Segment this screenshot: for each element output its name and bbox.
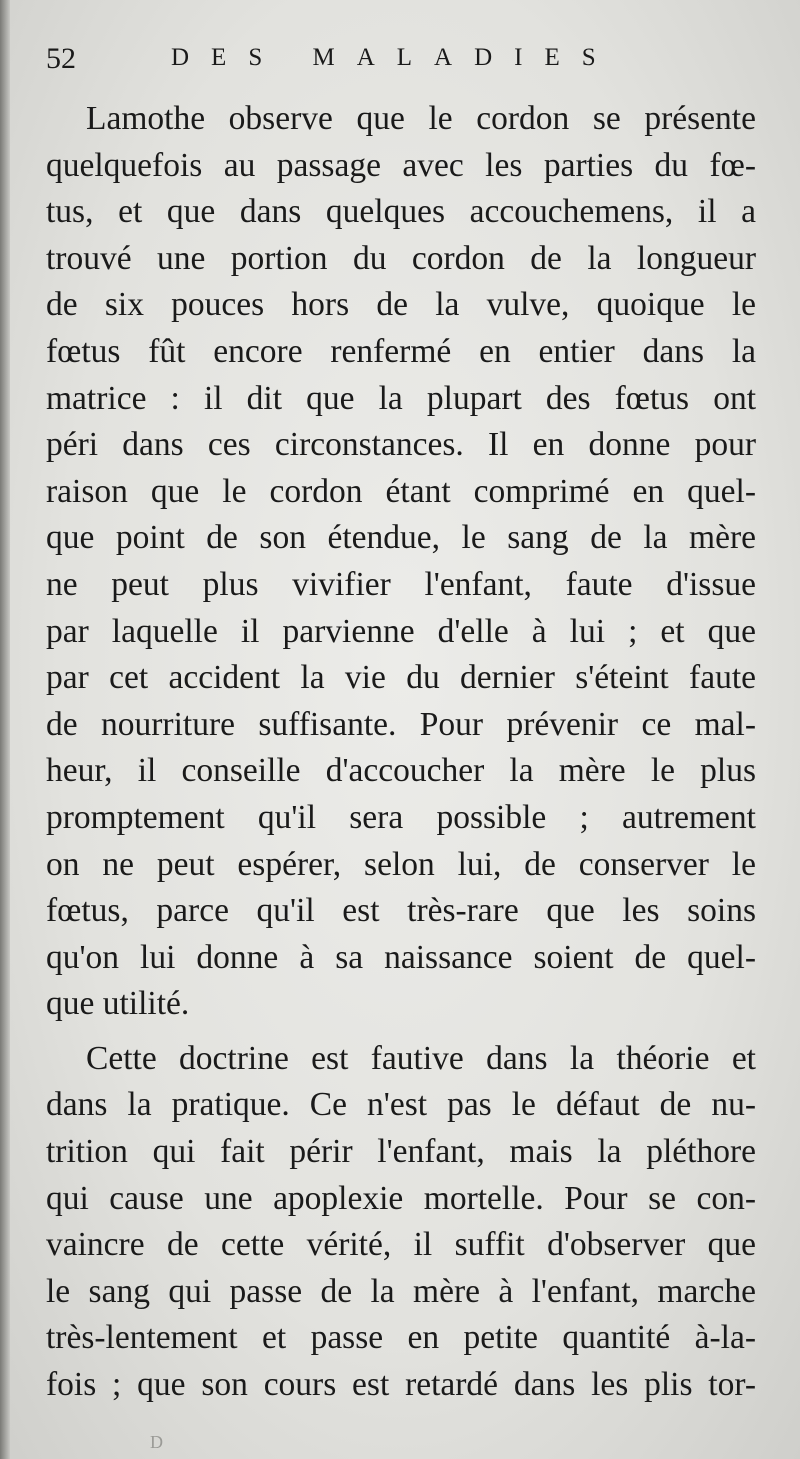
text-line: matrice : il dit que la plupart des fœtus ont bbox=[46, 379, 756, 417]
page-header bbox=[46, 42, 746, 82]
text-line: on ne peut espérer, selon lui, de conserver le bbox=[46, 845, 756, 883]
text-line: de nourriture suffisante. Pour prévenir ce mal- bbox=[46, 705, 756, 743]
text-line: heur, il conseille d'accoucher la mère le plus bbox=[46, 752, 756, 790]
text-line: fœtus, parce qu'il est très-rare que les soins bbox=[46, 892, 756, 930]
text-line: trouvé une portion du cordon de la longueur bbox=[46, 239, 756, 277]
text-line: vaincre de cette vérité, il suffit d'observer que bbox=[46, 1226, 756, 1264]
paragraph-2 bbox=[46, 1036, 756, 1409]
text-line: quelquefois au passage avec les parties du fœ- bbox=[46, 146, 756, 184]
page-edge-shadow bbox=[0, 0, 10, 1459]
page-number: 52 bbox=[46, 42, 76, 75]
text-line: Cette doctrine est fautive dans la théorie et bbox=[86, 1039, 756, 1077]
text-line: fœtus fût encore renfermé en entier dans la bbox=[46, 332, 756, 370]
text-line: raison que le cordon étant comprimé en quel- bbox=[46, 472, 756, 510]
text-line: péri dans ces circonstances. Il en donne pour bbox=[46, 426, 756, 464]
text-line: Lamothe observe que le cordon se présente bbox=[86, 100, 756, 137]
paragraph-gap bbox=[46, 1028, 756, 1036]
text-line: fois ; que son cours est retardé dans les plis tor- bbox=[46, 1366, 756, 1404]
body-text bbox=[46, 96, 756, 1409]
text-line: qu'on lui donne à sa naissance soient de quel- bbox=[46, 938, 756, 976]
text-line: très-lentement et passe en petite quantité à-la- bbox=[46, 1319, 756, 1357]
text-line: ne peut plus vivifier l'enfant, faute d'issue bbox=[46, 565, 756, 603]
text-line: le sang qui passe de la mère à l'enfant, marche bbox=[46, 1272, 756, 1310]
paragraph-1 bbox=[46, 96, 756, 1028]
text-line: tus, et que dans quelques accouchemens, il a bbox=[46, 193, 756, 231]
text-line: de six pouces hors de la vulve, quoique le bbox=[46, 286, 756, 324]
text-line: par laquelle il parvienne d'elle à lui ; et que bbox=[46, 612, 756, 650]
text-line: par cet accident la vie du dernier s'éteint faute bbox=[46, 659, 756, 697]
text-line: que utilité. bbox=[46, 985, 190, 1023]
signature-mark: D bbox=[150, 1432, 169, 1452]
text-line: dans la pratique. Ce n'est pas le défaut de nu- bbox=[46, 1086, 756, 1124]
text-line: qui cause une apoplexie mortelle. Pour se con- bbox=[46, 1179, 756, 1217]
text-line: promptement qu'il sera possible ; autrement bbox=[46, 798, 756, 836]
text-line: que point de son étendue, le sang de la mère bbox=[46, 519, 756, 557]
text-line: trition qui fait périr l'enfant, mais la pléthore bbox=[46, 1133, 756, 1171]
running-head: DES MALADIES bbox=[171, 44, 618, 71]
